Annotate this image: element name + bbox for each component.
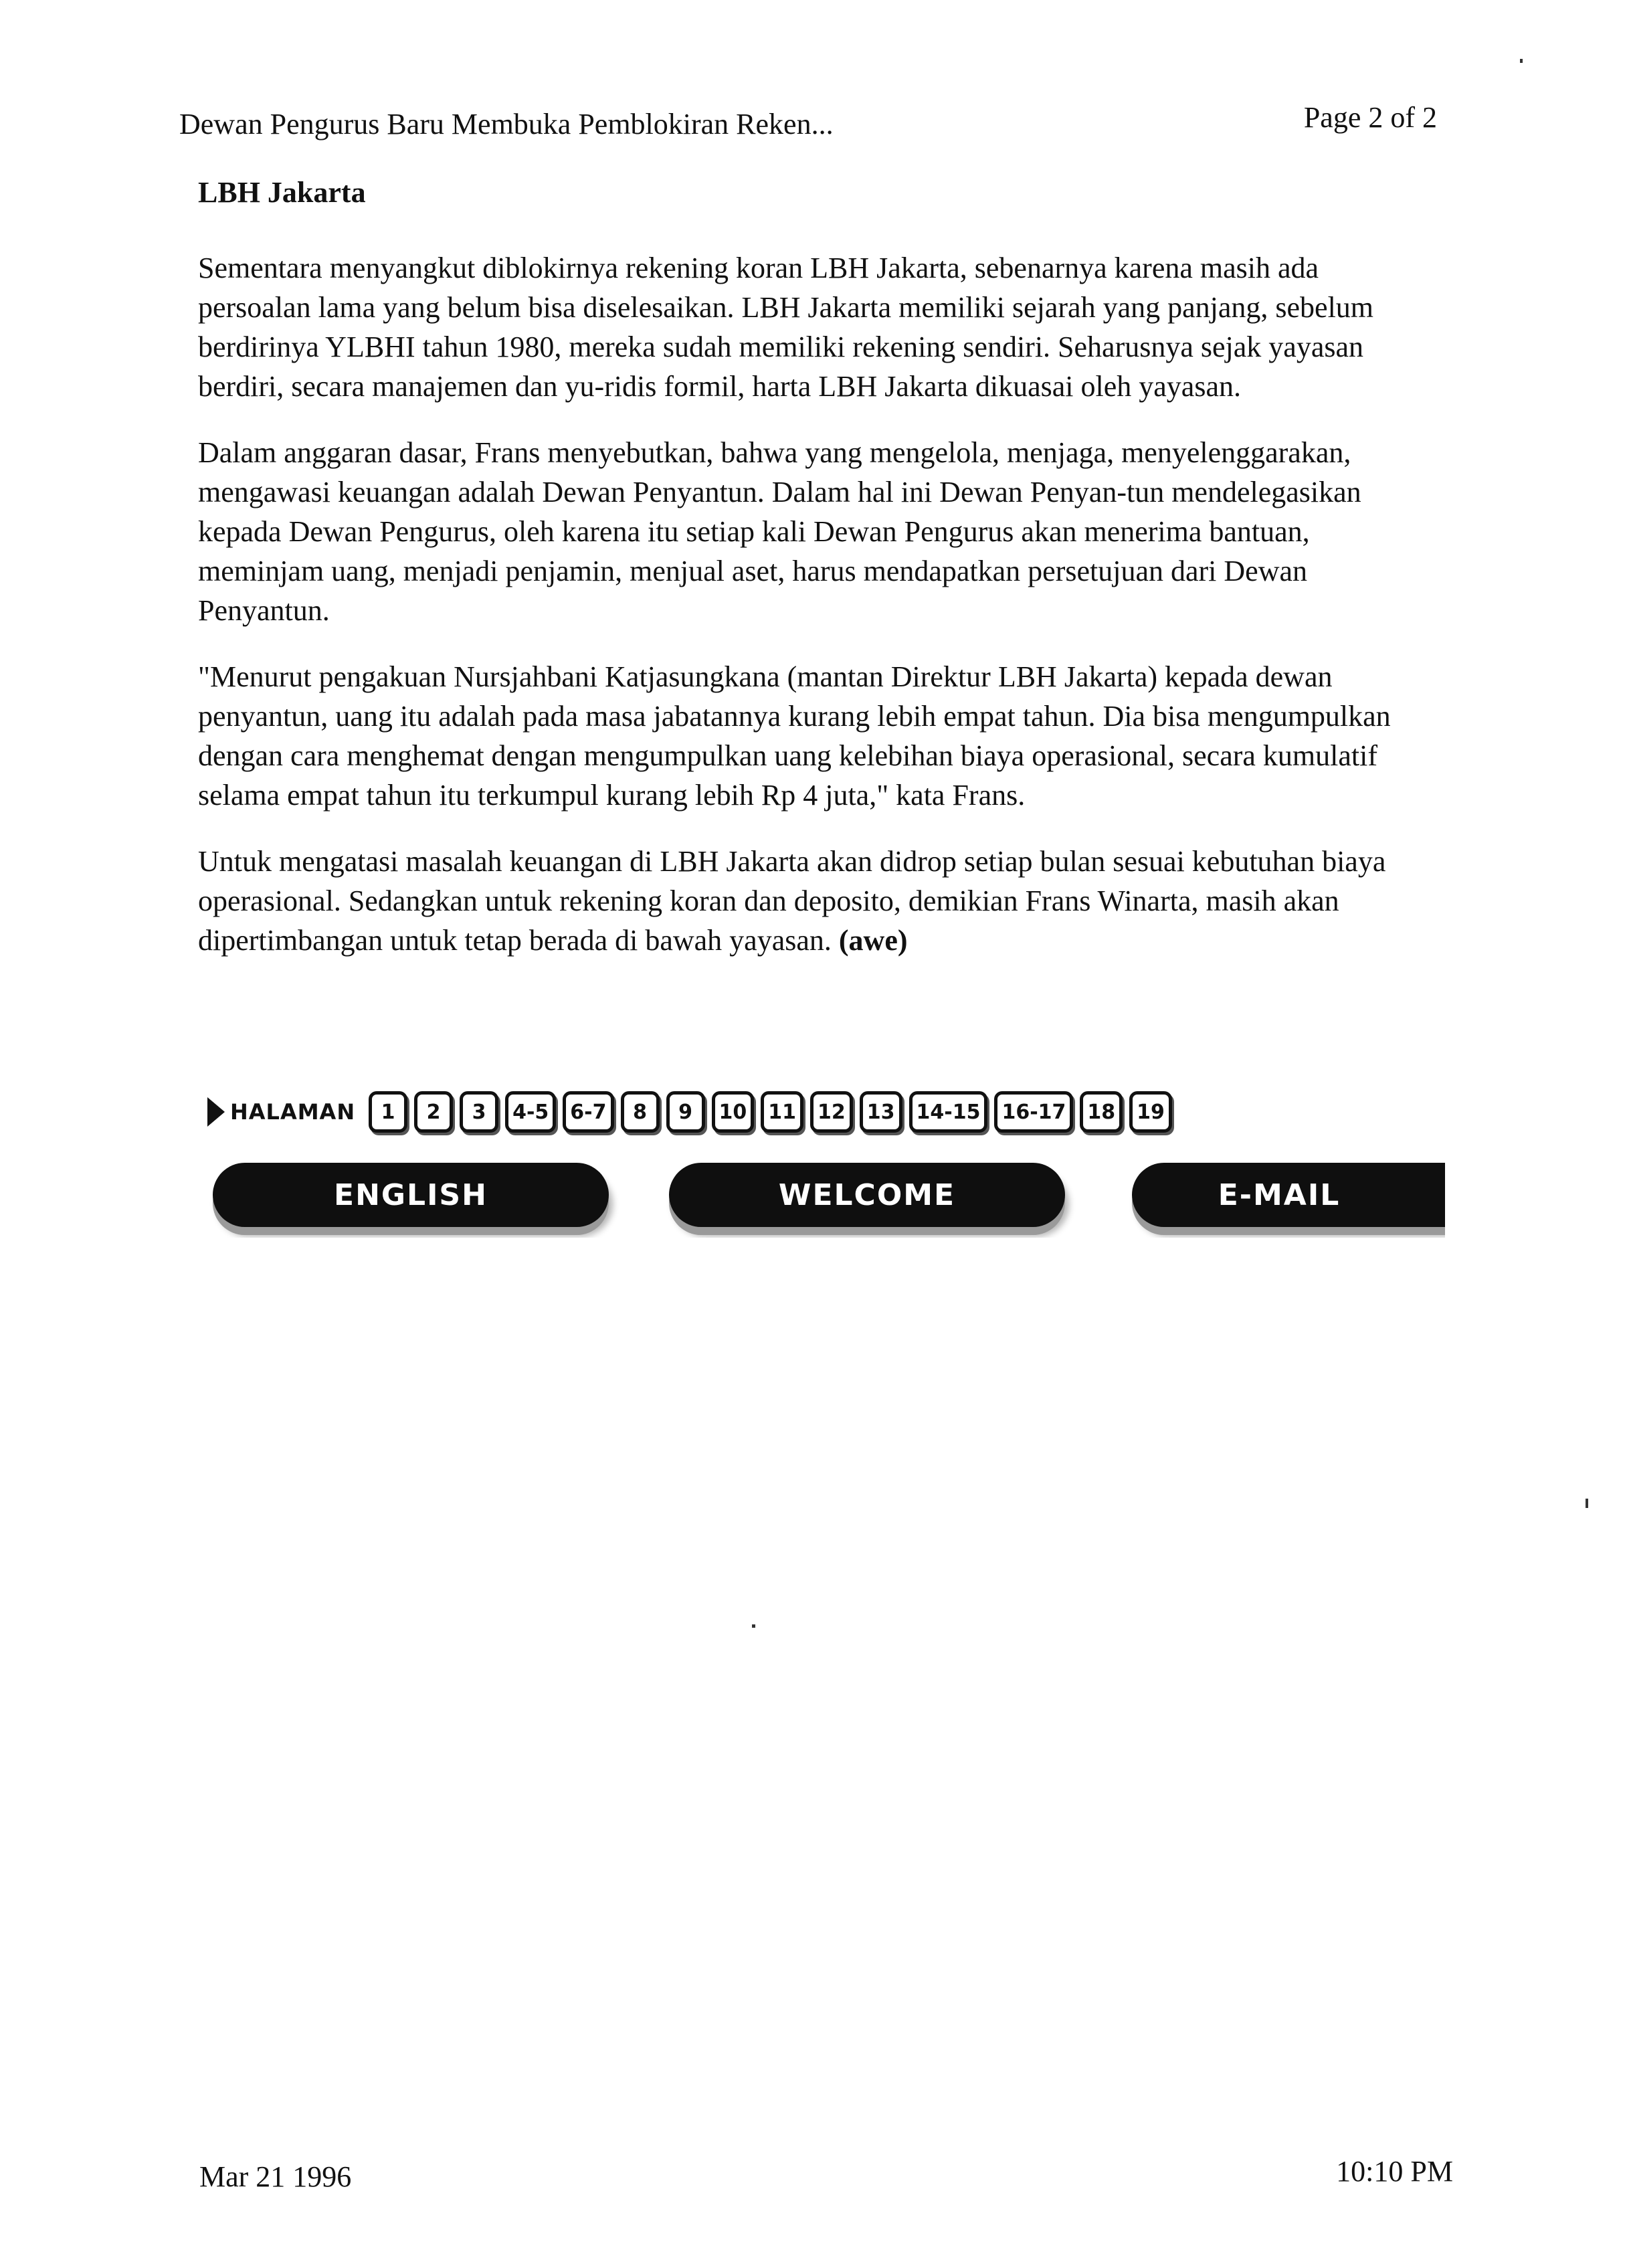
page-link-18[interactable]: 18 (1080, 1091, 1123, 1133)
scan-speck (1586, 1499, 1588, 1508)
page-link-11[interactable]: 11 (761, 1091, 803, 1133)
paragraph-4-text: Untuk mengatasi masalah keuangan di LBH Jakarta akan didrop setiap bulan sesuai kebutuhan biaya operasional. Sedangkan untuk rekening koran dan deposito, demikian Frans Winarta, masih akan dipertimbangan untuk tetap berada di bawah yayasan. (198, 845, 1386, 957)
page-link-14-15[interactable]: 14-15 (909, 1091, 988, 1133)
footer-date: Mar 21 1996 (199, 2160, 352, 2193)
article (198, 175, 1429, 987)
page-header (179, 101, 1437, 154)
page-link-2[interactable]: 2 (414, 1091, 453, 1133)
page-link-10[interactable]: 10 (712, 1091, 755, 1133)
page-link-4-5[interactable]: 4-5 (505, 1091, 556, 1133)
header-page-number: Page 2 of 2 (1303, 101, 1437, 134)
footer-time: 10:10 PM (1336, 2155, 1453, 2188)
welcome-button[interactable]: WELCOME (669, 1163, 1065, 1227)
page-link-8[interactable]: 8 (621, 1091, 660, 1133)
page-footer (199, 2155, 1453, 2200)
halaman-label: HALAMAN (230, 1099, 356, 1125)
header-title: Dewan Pengurus Baru Membuka Pemblokiran Reken... (179, 108, 834, 140)
page-link-13[interactable]: 13 (860, 1091, 902, 1133)
scan-speck (1520, 59, 1523, 63)
english-button[interactable]: ENGLISH (213, 1163, 609, 1227)
paragraph-4 (198, 842, 1429, 960)
page-link-16-17[interactable]: 16-17 (994, 1091, 1073, 1133)
navigation-bar (207, 1084, 1445, 1238)
page-link-12[interactable]: 12 (810, 1091, 853, 1133)
page-link-3[interactable]: 3 (460, 1091, 498, 1133)
email-button[interactable]: E-MAIL (1132, 1163, 1445, 1227)
arrow-right-icon (207, 1097, 225, 1127)
page-link-1[interactable]: 1 (369, 1091, 407, 1133)
author-signature: (awe) (838, 924, 908, 957)
page-link-6-7[interactable]: 6-7 (563, 1091, 613, 1133)
page-link-19[interactable]: 19 (1129, 1091, 1172, 1133)
section-heading: LBH Jakarta (198, 176, 366, 209)
page-navigation (207, 1084, 1179, 1140)
paragraph-1: Sementara menyangkut diblokirnya rekening koran LBH Jakarta, sebenarnya karena masih ada persoalan lama yang belum bisa diselesaikan. LBH Jakarta memiliki sejarah yang panjang, sebelum berdirinya YLBHI tahun 1980, mereka sudah memiliki rekening sendiri. Seharusnya sejak yayasan berdiri, secara manajemen dan yu-ridis formil, harta LBH Jakarta dikuasai oleh yayasan. (198, 252, 1374, 403)
scan-speck (752, 1624, 755, 1628)
paragraph-2: Dalam anggaran dasar, Frans menyebutkan, bahwa yang mengelola, menjaga, menyelenggarakan, mengawasi keuangan adalah Dewan Penyantun. Dalam hal ini Dewan Penyan-tun mendelegasikan kepada Dewan Pengurus, oleh karena itu setiap kali Dewan Pengurus akan menerima bantuan, meminjam uang, menjadi penjamin, menjual aset, harus mendapatkan persetujuan dari Dewan Penyantun. (198, 436, 1361, 627)
page-link-9[interactable]: 9 (666, 1091, 705, 1133)
paragraph-3: "Menurut pengakuan Nursjahbani Katjasungkana (mantan Direktur LBH Jakarta) kepada dewan penyantun, uang itu adalah pada masa jabatannya kurang lebih empat tahun. Dia bisa mengumpulkan dengan cara menghemat dengan mengumpulkan uang kelebihan biaya operasional, secara kumulatif selama empat tahun itu terkumpul kurang lebih Rp 4 juta," kata Frans. (198, 660, 1391, 812)
